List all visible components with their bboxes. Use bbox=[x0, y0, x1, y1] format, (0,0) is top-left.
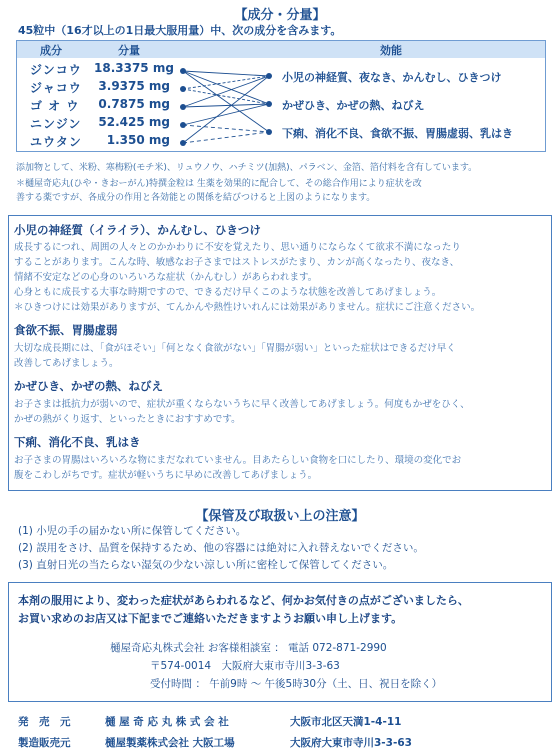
hours-line: 受付時間 ： 午前9時 ～ 午後5時30分（土、日、祝日を除く） bbox=[150, 678, 443, 690]
symptom-text: 心身ともに成長する大事な時期ですので、できるだけ早くこのような状態を改善してあげましょう。 bbox=[14, 287, 442, 298]
footer-role: 発 売 元 bbox=[18, 716, 71, 728]
symptom-text: 情緒不安定などの心身のいろいろな症状（かんむし）があらわれます。 bbox=[14, 272, 318, 283]
address-line: 〒574-0014 大阪府大東市寺川3-3-63 bbox=[150, 660, 340, 672]
storage-item: (3) 直射日光の当たらない湿気の少ない涼しい所に密栓して保管してください。 bbox=[18, 559, 394, 571]
additive-note: 添加物として、米粉、寒梅粉(モチ米)、リュウノウ、ハチミツ(加熱)、パラベン、金箔、箔付料を含有しています。 bbox=[16, 163, 478, 173]
connection-line bbox=[183, 71, 269, 132]
footer-company: 樋屋製薬株式会社 大阪工場 bbox=[105, 737, 235, 749]
storage-item: (1) 小児の手の届かない所に保管してください。 bbox=[18, 525, 247, 537]
footer-company: 樋 屋 奇 応 丸 株 式 会 社 bbox=[105, 716, 229, 728]
symptom-text: ＊ひきつけには効果がありますが、てんかんや熱性けいれんには効果がありません。症状にご注意ください。 bbox=[14, 302, 481, 313]
symptom-text: お子さまの胃腸はいろいろな物にまだなれていません。目あたらしい食物を口にしたり、環境の変化でお bbox=[14, 455, 462, 466]
header-amount: 分量 bbox=[118, 44, 140, 57]
connection-line bbox=[183, 125, 269, 132]
symptom-text: 改善してあげましょう。 bbox=[14, 358, 119, 369]
symptom-text: 大切な成長期には、「食がほそい」「何となく食欲がない」「胃腸が弱い」といった症状はできるだけ早く bbox=[14, 343, 456, 354]
ingredient-amount: 18.3375 mg bbox=[94, 61, 174, 75]
effect-label: かぜひき、かぜの熱、ねびえ bbox=[282, 99, 425, 112]
ingredient-name: ジャコウ bbox=[30, 81, 82, 95]
ingredient-amount: 52.425 mg bbox=[98, 115, 170, 129]
connection-line bbox=[183, 76, 269, 143]
contact-message: お買い求めのお店又は下記までご連絡いただきますようお願い申し上げます。 bbox=[18, 612, 403, 625]
contact-message: 本剤の服用により、変わった症状があらわれるなど、何かお気付きの点がございましたら、 bbox=[18, 594, 469, 607]
symptom-text: お子さまは抵抗力が弱いので、症状が重くならないうちに早く改善してあげましょう。何度もかぜをひく、 bbox=[14, 399, 470, 410]
effect-label: 下痢、消化不良、食欲不振、胃腸虚弱、乳はき bbox=[282, 127, 513, 140]
symptom-heading: 食欲不振、胃腸虚弱 bbox=[14, 323, 118, 337]
connection-line bbox=[183, 71, 269, 76]
connection-line bbox=[183, 104, 269, 125]
connection-line bbox=[183, 132, 269, 143]
ingredient-amount: 0.7875 mg bbox=[98, 97, 170, 111]
ingredient-name: ジンコウ bbox=[30, 63, 82, 77]
ingredient-name: ニンジン bbox=[30, 117, 82, 131]
header-ingredient: 成分 bbox=[40, 44, 62, 57]
ingredient-name: ユウタン bbox=[30, 135, 82, 149]
customer-service-line: 樋屋奇応丸株式会社 お客様相談室 ： 電話 072-871-2990 bbox=[110, 642, 387, 654]
footer-address: 大阪府大東市寺川3-3-63 bbox=[290, 737, 412, 749]
symptom-text: 腹をこわしがちです。症状が軽いうちに早めに改善してあげましょう。 bbox=[14, 470, 318, 481]
effect-label: 小児の神経質、夜なき、かんむし、ひきつけ bbox=[282, 71, 502, 84]
ingredient-amount: 1.350 mg bbox=[106, 133, 170, 147]
symptom-text: 成長するにつれ、周囲の人々とのかかわりに不安を覚えたり、思い通りにならなくて欲求不満になったり bbox=[14, 242, 461, 253]
composition-intro: 45粒中（16才以上の1日最大服用量）中、次の成分を含みます。 bbox=[18, 24, 342, 37]
ingredient-name: ゴ オ ウ bbox=[30, 99, 80, 113]
composition-note: 善する薬ですが、各成分の作用と各効能との関係を結びつけると上図のようになります。 bbox=[16, 193, 376, 203]
symptom-text: かぜの熱がくり返す、といったときにおすすめです。 bbox=[14, 414, 241, 425]
symptom-text: することがあります。こんな時、敏感なお子さまではストレスがたまり、カンが高くなったり、夜なき、 bbox=[14, 257, 460, 268]
symptom-heading: 下痢、消化不良、乳はき bbox=[14, 435, 141, 449]
connection-line bbox=[183, 104, 269, 107]
composition-title: 【成分・分量】 bbox=[234, 8, 326, 23]
footer-address: 大阪市北区天満1-4-11 bbox=[290, 716, 402, 728]
storage-title: 【保管及び取扱い上の注意】 bbox=[195, 509, 365, 524]
ingredient-amount: 3.9375 mg bbox=[98, 79, 170, 93]
composition-note: ＊樋屋奇応丸(ひや・きおーがん)特撰金粒は 生薬を効果的に配合して、その総合作用により症状を改 bbox=[16, 179, 422, 189]
footer-role: 製造販売元 bbox=[18, 737, 71, 749]
symptom-heading: 小児の神経質（イライラ）、かんむし、ひきつけ bbox=[14, 223, 261, 237]
symptom-heading: かぜひき、かぜの熱、ねびえ bbox=[14, 379, 164, 393]
storage-item: (2) 誤用をさけ、品質を保持するため、他の容器には絶対に入れ替えないでください。 bbox=[18, 542, 424, 554]
header-efficacy: 効能 bbox=[380, 44, 402, 57]
